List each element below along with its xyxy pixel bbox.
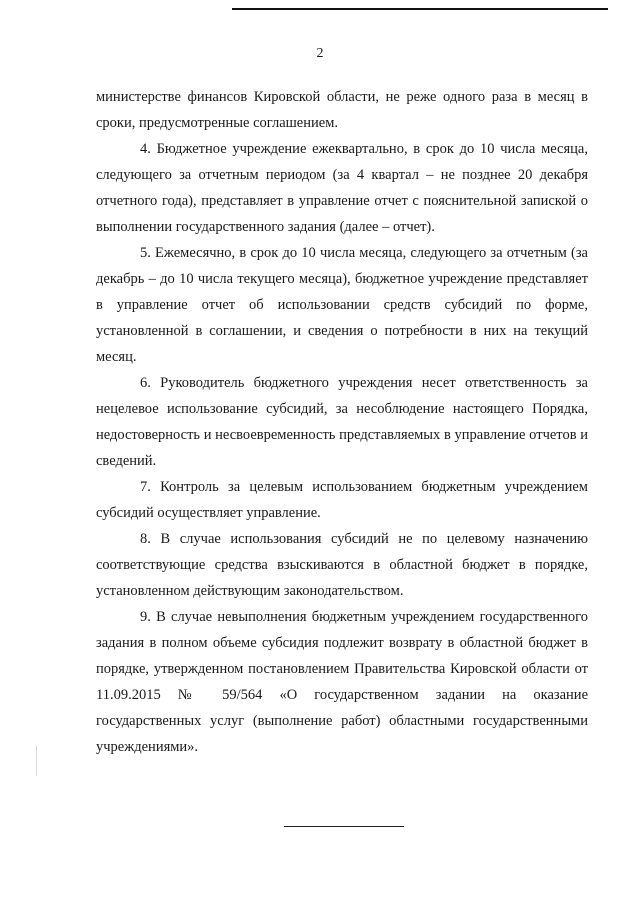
- end-of-document-rule: [284, 826, 404, 827]
- page-number: 2: [316, 46, 324, 61]
- paragraph-item-5: 5. Ежемесячно, в срок до 10 числа месяца, следующего за отчетным (за декабрь – до 10 числа текущего месяца), бюджетное учреждение представляет в управление отчет об использовании средств субсидий по форме, установленной в соглашении, и сведения о потребности в них на текущий месяц.: [96, 245, 588, 365]
- paragraph-item-8: 8. В случае использования субсидий не по целевому назначению соответствующие средства взыскиваются в областной бюджет в порядке, установленном действующим законодательством.: [96, 531, 588, 599]
- paragraph-item-6: 6. Руководитель бюджетного учреждения несет ответственность за нецелевое использование субсидий, за несоблюдение настоящего Порядка, недостоверность и несвоевременность представляемых в управление отчетов и сведений.: [96, 375, 588, 469]
- paragraph-item-4: 4. Бюджетное учреждение ежеквартально, в срок до 10 числа месяца, следующего за отчетным периодом (за 4 квартал – не позднее 20 декабря отчетного года), представляет в управление отчет с пояснительной запиской о выполнении государственного задания (далее – отчет).: [96, 141, 588, 235]
- document-body: [96, 84, 588, 760]
- top-rule: [232, 8, 608, 10]
- scan-margin-mark: [36, 746, 37, 776]
- paragraph-item-7: 7. Контроль за целевым использованием бюджетным учреждением субсидий осуществляет управление.: [96, 479, 588, 521]
- paragraph-continuation: министерстве финансов Кировской области, не реже одного раза в месяц в сроки, предусмотренные соглашением.: [96, 89, 588, 131]
- paragraph-item-9: 9. В случае невыполнения бюджетным учреждением государственного задания в полном объеме субсидия подлежит возврату в областной бюджет в порядке, утвержденном постановлением Правительства Кировской области от 11.09.2015 № 59/564 «О государственном задании на оказание государственных услуг (выполнение работ) областными государственными учреждениями».: [96, 609, 588, 755]
